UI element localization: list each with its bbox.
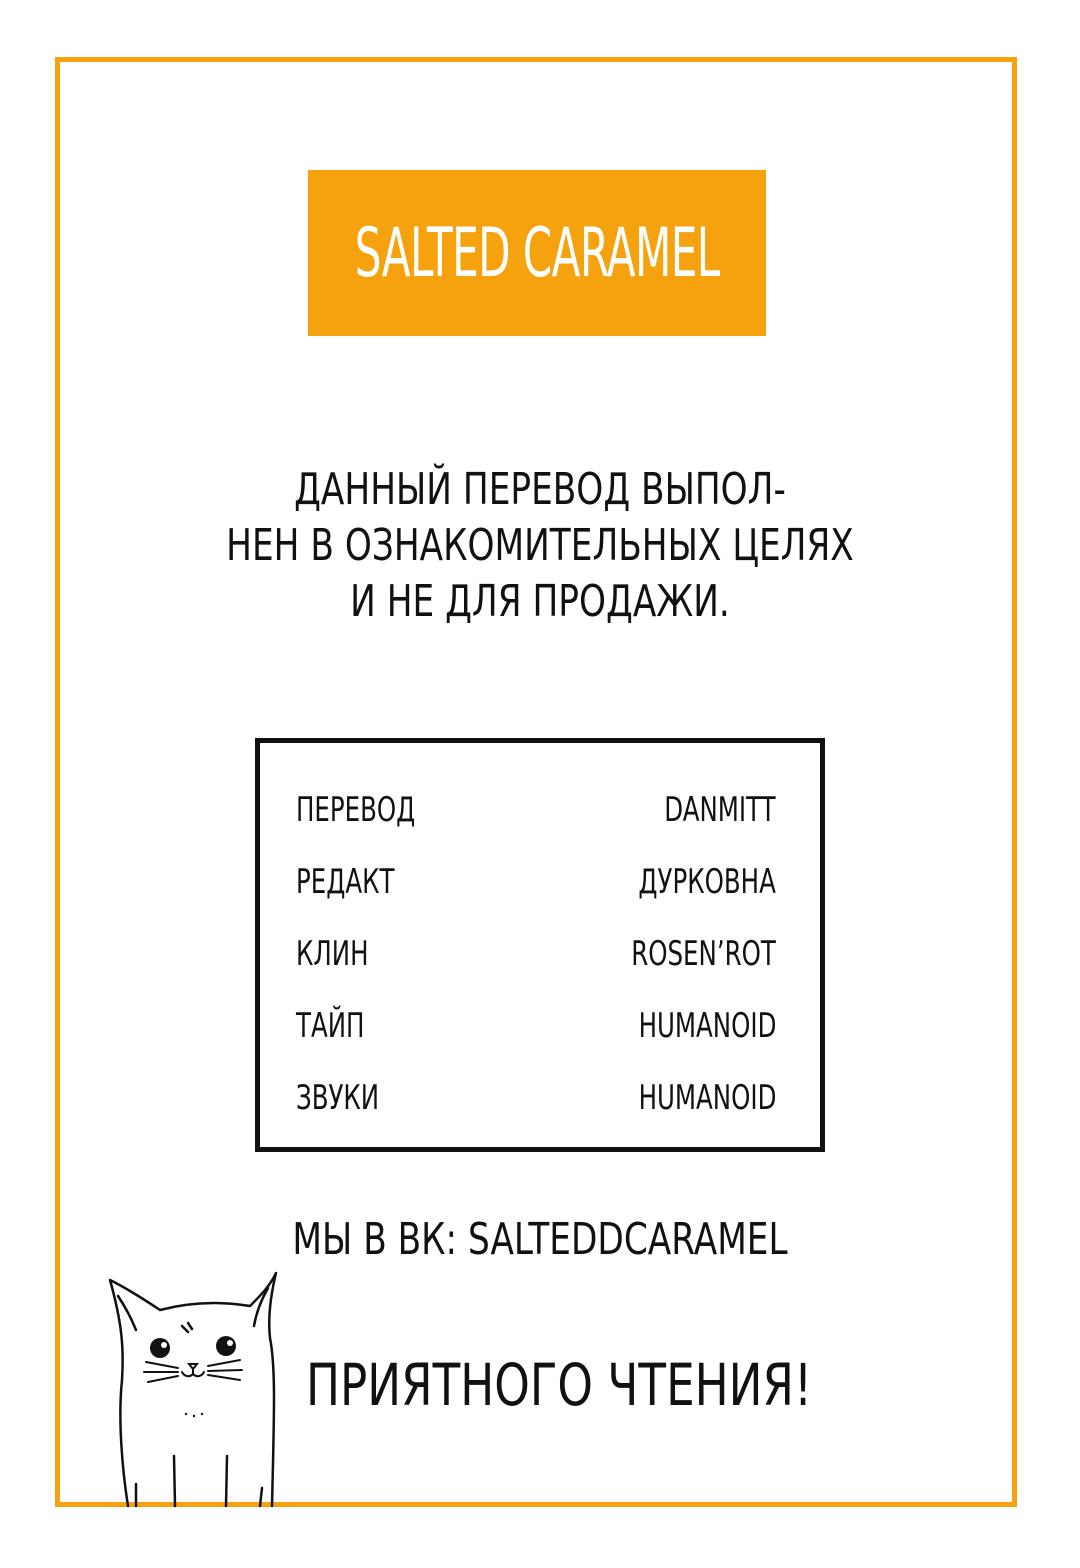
credit-role: РЕДАКТ [296, 862, 395, 902]
disclaimer-line: И НЕ ДЛЯ ПРОДАЖИ. [350, 576, 730, 627]
title-banner [308, 170, 766, 336]
credit-role: КЛИН [296, 934, 369, 974]
vk-contact: МЫ В ВК: SALTEDDCARAMEL [292, 1214, 788, 1265]
disclaimer-line: НЕН В ОЗНАКОМИТЕЛЬНЫХ ЦЕЛЯХ [226, 520, 854, 571]
credit-row-typesetting [296, 1001, 776, 1051]
credit-name: DANMITT [664, 790, 776, 830]
disclaimer-line: ДАННЫЙ ПЕРЕВОД ВЫПОЛ- [294, 464, 786, 515]
credit-name: HUMANOID [638, 1078, 776, 1118]
disclaimer [120, 462, 960, 630]
credit-row-sounds [296, 1073, 776, 1123]
credit-row-cleaning [296, 929, 776, 979]
credit-row-translation [296, 785, 776, 835]
banner-title: SALTED CARAMEL [354, 213, 720, 293]
credit-role: ЗВУКИ [296, 1078, 380, 1118]
cat-icon [100, 1268, 285, 1508]
credit-name: HUMANOID [638, 1006, 776, 1046]
credit-role: ТАЙП [296, 1006, 365, 1046]
credit-row-editing [296, 857, 776, 907]
credit-role: ПЕРЕВОД [296, 790, 416, 830]
credits-box [255, 738, 825, 1152]
credit-name: ДУРКОВНА [638, 862, 776, 902]
closing-text: ПРИЯТНОГО ЧТЕНИЯ! [306, 1351, 813, 1419]
credit-name: ROSEN’ROT [631, 934, 776, 974]
